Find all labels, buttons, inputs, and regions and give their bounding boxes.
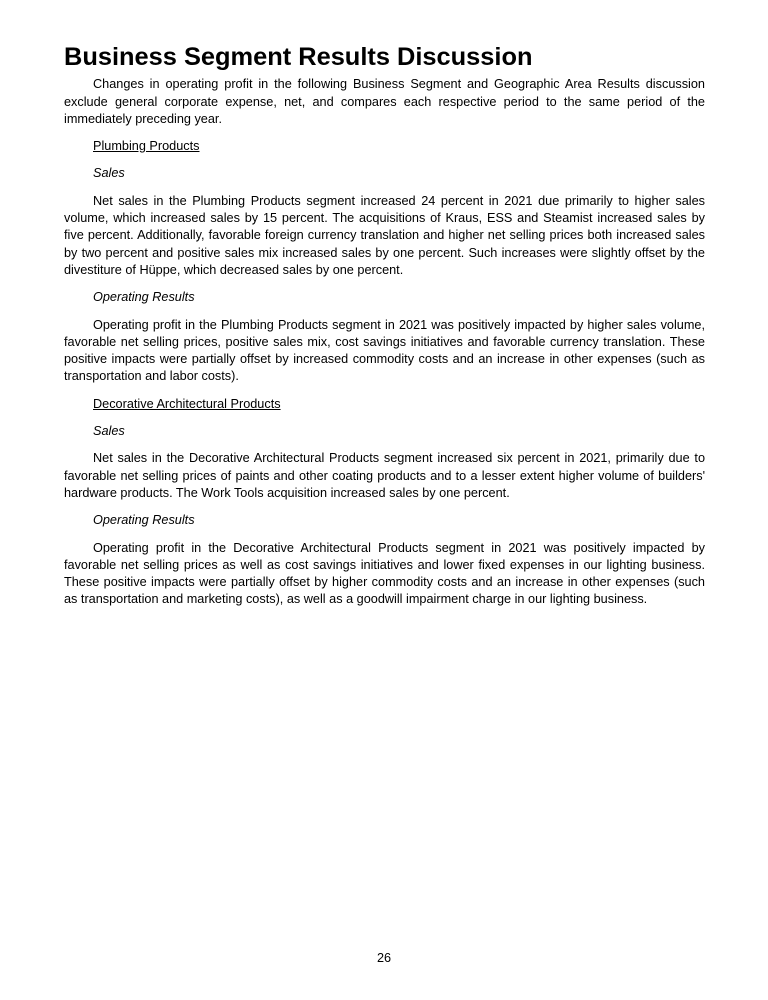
intro-paragraph: Changes in operating profit in the following Business Segment and Geographic Area Results discussion exclude general corporate expense, net, and compares each respective period to the same period of the immediately preceding year. bbox=[64, 77, 705, 126]
sales-subheading: Sales bbox=[93, 424, 125, 439]
operating-results-subheading: Operating Results bbox=[93, 290, 195, 305]
operating-results-paragraph: Operating profit in the Plumbing Products segment in 2021 was positively impacted by higher sales volume, favorable net selling prices, positive sales mix, cost savings initiatives and favorable currency translation. These positive impacts were partially offset by increased commodity costs and an increase in other expenses (such as transportation and labor costs). bbox=[64, 317, 705, 384]
segment-heading-decorative-architectural-products: Decorative Architectural Products bbox=[93, 396, 281, 411]
section-title: Business Segment Results Discussion bbox=[64, 43, 533, 71]
sales-paragraph: Net sales in the Plumbing Products segment increased 24 percent in 2021 due primarily to higher sales volume, which increased sales by 15 percent. The acquisitions of Kraus, ESS and Steamist increased sales by five percent. Additionally, favorable foreign currency translation and higher net selling prices both increased sales by two percent and positive sales mix increased sales by one percent. Such increases were slightly offset by the divestiture of Hüppe, which decreased sales by one percent. bbox=[64, 193, 705, 277]
segment-heading-plumbing-products: Plumbing Products bbox=[93, 139, 200, 154]
sales-paragraph: Net sales in the Decorative Architectural Products segment increased six percent in 2021, primarily due to favorable net selling prices of paints and other coating products and to a lesser extent higher volume of builders' hardware products. The Work Tools acquisition increased sales by one percent. bbox=[64, 451, 705, 500]
page-number: 26 bbox=[376, 951, 392, 965]
operating-results-paragraph: Operating profit in the Decorative Architectural Products segment in 2021 was positively impacted by favorable net selling prices as well as cost savings initiatives and lower fixed expenses in our lighting business. These positive impacts were partially offset by higher commodity costs and an increase in other expenses (such as transportation and marketing costs), as well as a goodwill impairment charge in our lighting business. bbox=[64, 540, 705, 607]
operating-results-subheading: Operating Results bbox=[93, 513, 195, 528]
sales-subheading: Sales bbox=[93, 166, 125, 181]
